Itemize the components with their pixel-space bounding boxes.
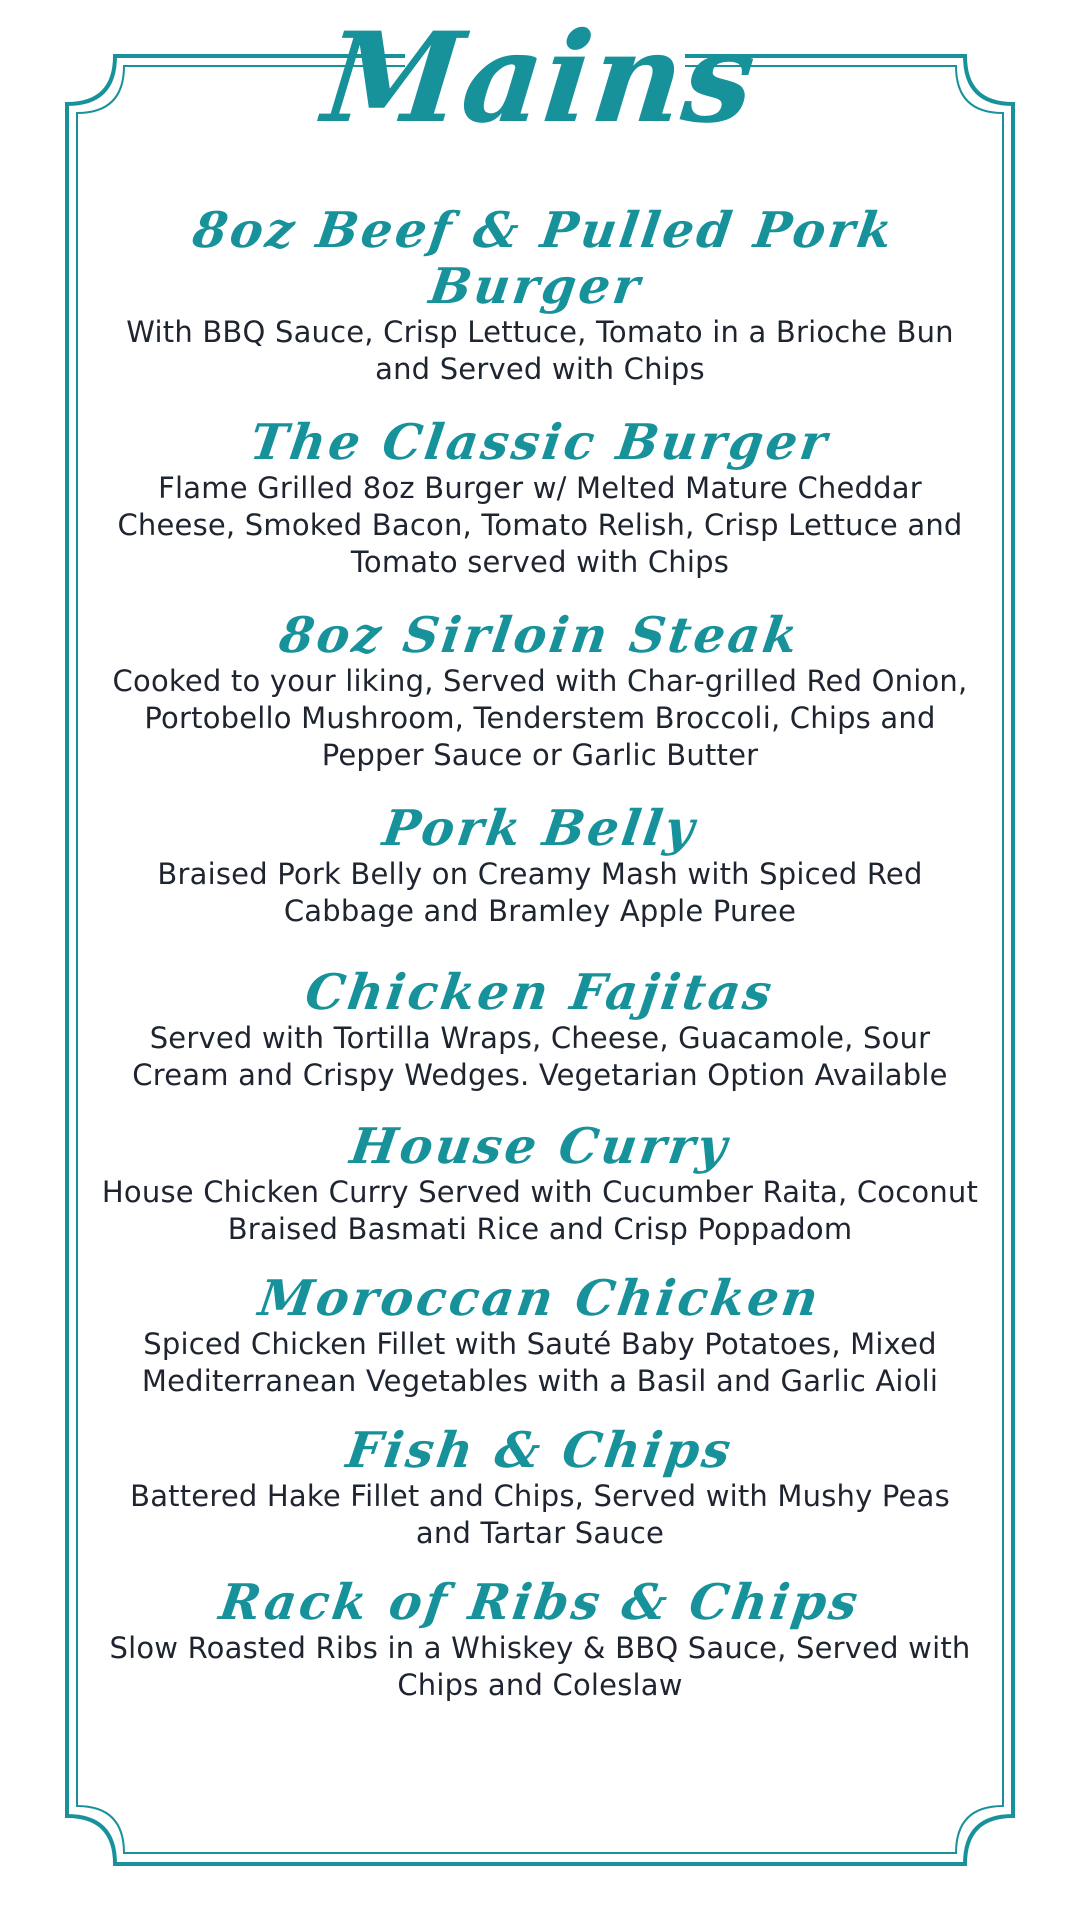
menu-item-description: Cooked to your liking, Served with Char-grilled Red Onion, Portobello Mushroom, Tenderstem Broccoli, Chips and Pepper Sauce or Garlic Butter [112,664,968,772]
menu-item [100,1270,980,1400]
menu-item-name: 8oz Sirloin Steak [275,606,805,664]
menu-item-description: With BBQ Sauce, Crisp Lettuce, Tomato in a Brioche Bun and Served with Chips [126,315,954,386]
menu-item-description: Slow Roasted Ribs in a Whiskey & BBQ Sauce, Served with Chips and Coleslaw [109,1631,971,1702]
menu-list [100,178,980,1704]
menu-item-name: The Classic Burger [246,413,834,471]
menu-item-description: Battered Hake Fillet and Chips, Served with Mushy Peas and Tartar Sauce [130,1479,950,1550]
menu-item [100,964,980,1094]
menu-item-name: Moroccan Chicken [255,1269,825,1327]
menu-item-name: Chicken Fajitas [301,963,779,1021]
menu-item [100,202,980,388]
menu-item-name: House Curry [346,1117,734,1175]
menu-item [100,607,980,774]
menu-item [100,1422,980,1552]
menu-item-description: Served with Tortilla Wraps, Cheese, Guacamole, Sour Cream and Crispy Wedges. Vegetarian Option Available [132,1021,948,1092]
menu-item [100,1574,980,1704]
menu-item-name: Pork Belly [379,799,701,857]
menu-item-name: Rack of Ribs & Chips [215,1573,865,1631]
menu-item [100,800,980,930]
menu-item [100,1118,980,1248]
menu-item-description: House Chicken Curry Served with Cucumber Raita, Coconut Braised Basmati Rice and Crisp Poppadom [101,1175,979,1246]
menu-item-description: Braised Pork Belly on Creamy Mash with Spiced Red Cabbage and Bramley Apple Puree [157,857,923,928]
menu-item-name: 8oz Beef & Pulled Pork Burger [189,201,899,315]
page-title: Mains [317,6,763,151]
menu-item-name: Fish & Chips [342,1421,738,1479]
menu-item-description: Flame Grilled 8oz Burger w/ Melted Mature Cheddar Cheese, Smoked Bacon, Tomato Relish, Crisp Lettuce and Tomato served with Chips [117,471,963,579]
menu-item [100,414,980,581]
menu-item-description: Spiced Chicken Fillet with Sauté Baby Potatoes, Mixed Mediterranean Vegetables with a Basil and Garlic Aioli [141,1327,939,1398]
